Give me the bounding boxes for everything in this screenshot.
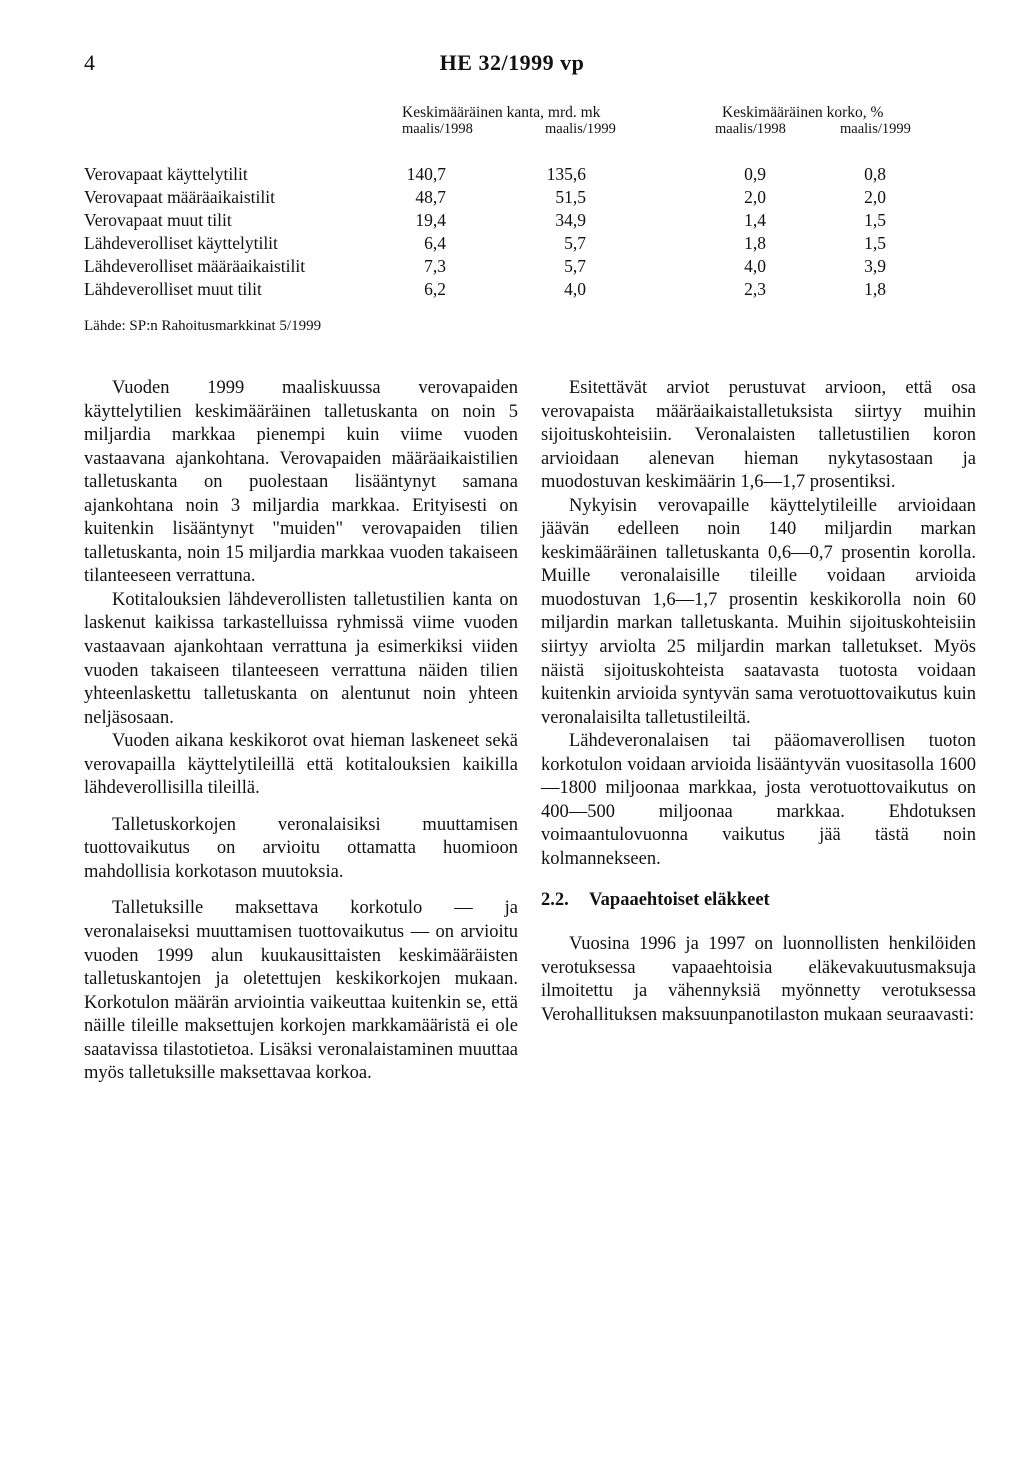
cell-kanta-1999: 4,0 <box>564 279 586 299</box>
left-column <box>84 377 518 1086</box>
cell-korko-1998: 4,0 <box>744 256 766 276</box>
body-paragraph: Talletuskorkojen veronalaisiksi muuttamisen tuottovaikutus on arvioitu ottamatta huomioon mahdollisia korkotason muutoksia. <box>84 814 518 882</box>
row-label: Lähdeverolliset käyttelytilit <box>84 233 278 253</box>
row-label: Lähdeverolliset muut tilit <box>84 279 262 299</box>
cell-kanta-1999: 5,7 <box>564 233 586 253</box>
body-paragraph: Vuosina 1996 ja 1997 on luonnollisten henkilöiden verotuksessa vapaaehtoisia eläkevakuutusmaksuja ilmoitettu ja vähennyksiä myönnetty verotuksessa Verohallituksen maksuunpanotilaston mukaan seuraavasti: <box>541 934 976 1025</box>
body-paragraph: Vuoden aikana keskikorot ovat hieman laskeneet sekä verovapailla käyttelytileillä että kotitalouksien kaikilla lähdeverollisilla tileillä. <box>84 731 518 799</box>
cell-kanta-1999: 135,6 <box>546 164 586 184</box>
row-label: Verovapaat käyttelytilit <box>84 164 248 184</box>
subheader-korko-1998: maalis/1998 <box>715 121 786 137</box>
body-paragraph: Esitettävät arviot perustuvat arvioon, että osa verovapaista määräaikaistalletuksista siirtyy muihin sijoituskohteisiin. Veronalaisten talletustilien koron arvioidaan alenevan hieman nykytasostaan ja muodostuvan keskimäärin 1,6—1,7 prosentiksi. <box>541 378 976 493</box>
section-title: Vapaaehtoiset eläkkeet <box>589 890 770 911</box>
cell-kanta-1999: 34,9 <box>555 210 586 230</box>
body-paragraph: Talletuksille maksettava korkotulo — ja veronalaiseksi muuttamisen tuottovaikutus — on arvioitu vuoden 1999 alun kuukausittaisten keskimääräisten talletuskantojen ja oletettujen keskikorkojen mukaan. Korkotulon määrän arviointia vaikeuttaa kuitenkin se, että näille tileille maksettujen korkojen markkamääristä ei ole saatavissa tilastotietoa. Lisäksi veronalaistaminen muuttaa myös talletuksille maksettavaa korkoa. <box>84 898 518 1084</box>
body-paragraph: Nykyisin verovapaille käyttelytileille arvioidaan jäävän edelleen noin 140 miljardin markan keskimääräinen talletuskanta 0,6—0,7 prosentin korolla. Muille veronalaisille tileille voidaan arvioida muodostuvan 1,6—1,7 prosentin keskikorolla noin 60 miljardin markan talletuskanta. Muihin sijoituskohteisiin siirtyy arviolta 25 miljardin markan talletukset. Myös näistä sijoituskohteista saatavasta tuotosta voidaan kuitenkin arvioida syntyvän sama verotuottovaikutus kuin veronalaisilta talletustileiltä. <box>541 495 976 728</box>
cell-kanta-1998: 48,7 <box>415 187 446 207</box>
cell-korko-1999: 0,8 <box>864 164 886 184</box>
group-header-korko: Keskimääräinen korko, % <box>722 104 884 121</box>
body-paragraph: Lähdeveronalaisen tai pääomaverollisen tuoton korkotulon voidaan arvioida lisääntyvän vuositasolla 1600—1800 miljoonaa markkaa, josta verotuottovaikutus on 400—500 miljoonaa markkaa. Ehdotuksen voimaantulovuonna vaikutus jää tästä noin kolmannekseen. <box>541 731 976 869</box>
cell-kanta-1999: 5,7 <box>564 256 586 276</box>
cell-korko-1998: 2,0 <box>744 187 766 207</box>
group-header-kanta: Keskimääräinen kanta, mrd. mk <box>402 104 601 121</box>
section-number: 2.2. <box>541 890 569 911</box>
row-label: Lähdeverolliset määräaikaistilit <box>84 256 306 276</box>
running-title: HE 32/1999 vp <box>439 50 585 75</box>
table-source: Lähde: SP:n Rahoitusmarkkinat 5/1999 <box>84 318 322 334</box>
row-label: Verovapaat muut tilit <box>84 210 232 230</box>
cell-korko-1999: 3,9 <box>864 256 886 276</box>
subheader-korko-1999: maalis/1999 <box>840 121 911 137</box>
cell-korko-1998: 1,4 <box>744 210 766 230</box>
cell-kanta-1998: 19,4 <box>415 210 446 230</box>
right-column <box>541 377 976 1027</box>
cell-kanta-1999: 51,5 <box>555 187 586 207</box>
cell-korko-1999: 1,5 <box>864 233 886 253</box>
cell-kanta-1998: 7,3 <box>424 256 446 276</box>
cell-korko-1998: 0,9 <box>744 164 766 184</box>
body-paragraph: Vuoden 1999 maaliskuussa verovapaiden käyttelytilien keskimääräinen talletuskanta on noin 5 miljardia markkaa pienempi kuin viime vuoden vastaavana ajankohtana. Verovapaiden määräaikaistilien talletuskanta on puolestaan lisääntynyt samana ajankohtana noin 3 miljardia markkaa. Erityisesti on kuitenkin lisääntynyt "muiden" verovapaiden tilien talletuskanta, noin 15 miljardia markkaa vuoden takaiseen tilanteeseen verrattuna. <box>84 378 518 587</box>
cell-kanta-1998: 140,7 <box>406 164 446 184</box>
page-number: 4 <box>84 50 95 75</box>
cell-korko-1998: 1,8 <box>744 233 766 253</box>
subheader-kanta-1999: maalis/1999 <box>545 121 616 137</box>
section-heading <box>541 889 976 913</box>
body-paragraph: Kotitalouksien lähdeverollisten talletustilien kanta on laskenut kaikissa tarkastelluissa ryhmissä viime vuoden vastaavaan ajankohtaan verrattuna ja esimerkiksi viiden vuoden takaiseen tilanteeseen verrattuna näiden tilien yhteenlaskettu talletuskanta on alentunut noin yhteen neljäsosaan. <box>84 589 518 728</box>
cell-kanta-1998: 6,2 <box>424 279 446 299</box>
cell-kanta-1998: 6,4 <box>424 233 446 253</box>
row-label: Verovapaat määräaikaistilit <box>84 187 275 207</box>
cell-korko-1999: 2,0 <box>864 187 886 207</box>
cell-korko-1998: 2,3 <box>744 279 766 299</box>
subheader-kanta-1998: maalis/1998 <box>402 121 473 137</box>
cell-korko-1999: 1,5 <box>864 210 886 230</box>
cell-korko-1999: 1,8 <box>864 279 886 299</box>
